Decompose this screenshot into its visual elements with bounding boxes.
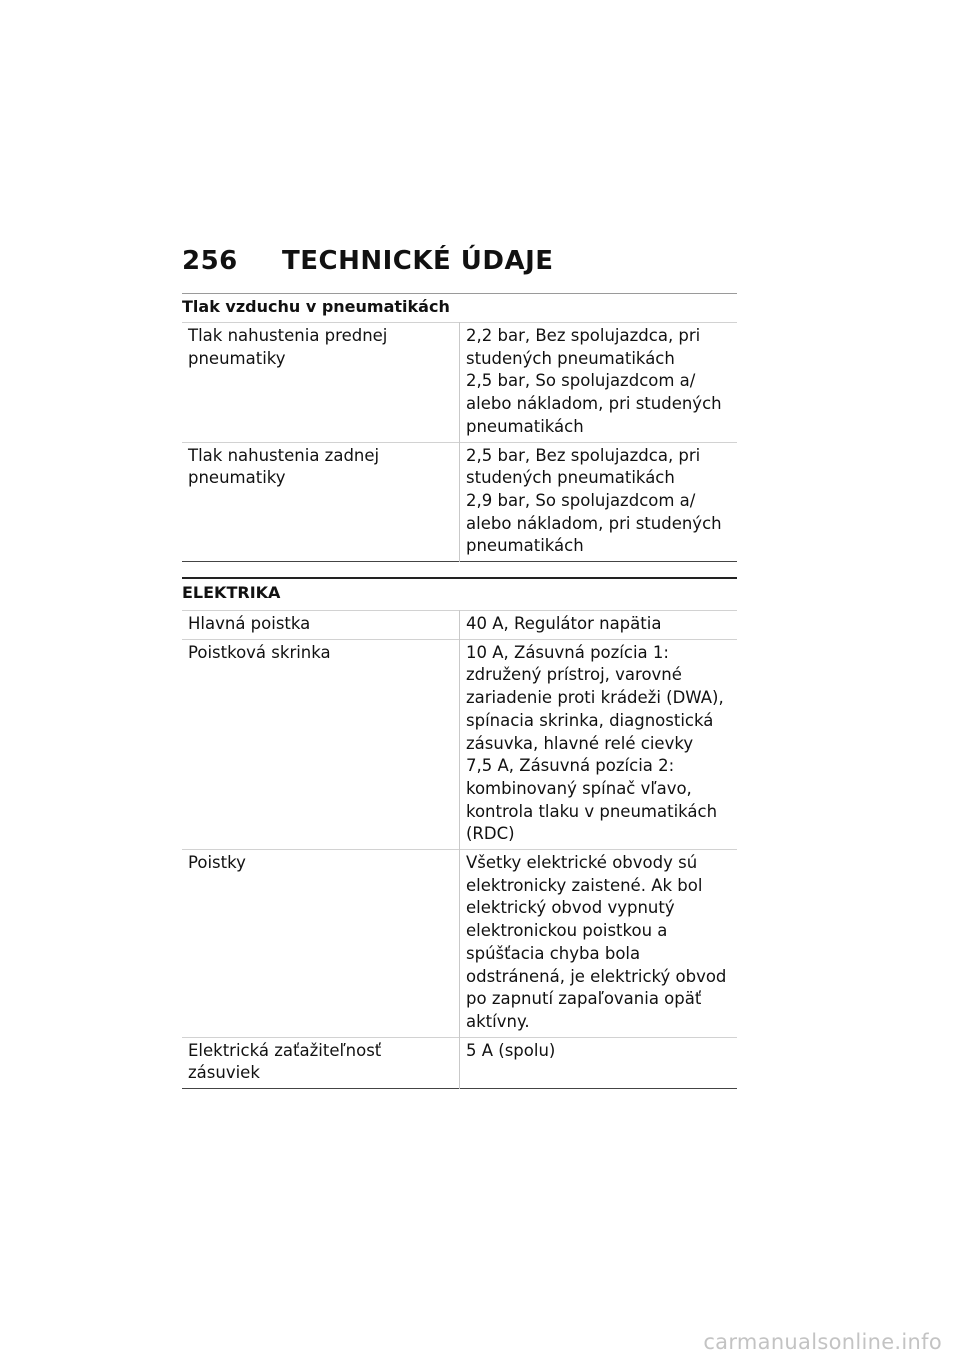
row-value	[460, 611, 738, 640]
page-number: 256	[182, 246, 238, 276]
value-line: 7,5 A, Zásuvná pozícia 2: kombinovaný spínač vľavo, kontrola tlaku v pneumatikách (RDC)	[466, 756, 718, 844]
table-row	[182, 639, 737, 849]
watermark: carmanualsonline.info	[703, 1330, 942, 1354]
value-line: 40 A, Regulátor napätia	[466, 614, 662, 634]
value-line: Všetky elektrické obvody sú elektronicky zaistené. Ak bol elektrický obvod vypnutý elektronickou poistkou a spúšťacia chyba bola odstránená, je elektrický obvod po zapnutí zapaľovania opäť aktívny.	[466, 853, 727, 1031]
value-line: 2,9 bar, So spolujazdcom a/ alebo nákladom, pri studených pneumatikách	[466, 490, 722, 556]
table-row	[182, 323, 737, 443]
row-value	[460, 639, 738, 849]
table-row	[182, 442, 737, 562]
row-label: Poistky	[182, 850, 460, 1038]
value-line: 2,2 bar, Bez spolujazdca, pri studených pneumatikách	[466, 326, 701, 368]
tire-pressure-title: Tlak vzduchu v pneumatikách	[182, 293, 737, 322]
value-line: 2,5 bar, So spolujazdcom a/ alebo nákladom, pri studených pneumatikách	[466, 371, 722, 436]
tire-pressure-table	[182, 322, 737, 562]
row-label: Hlavná poistka	[182, 611, 460, 640]
row-value	[460, 442, 738, 562]
row-label: Tlak nahustenia prednej pneumatiky	[182, 323, 460, 443]
page-title: TECHNICKÉ ÚDAJE	[282, 246, 554, 276]
row-value	[460, 1037, 738, 1088]
row-value	[460, 323, 738, 443]
row-label: Poistková skrinka	[182, 639, 460, 849]
row-label: Elektrická zaťažiteľnosť zásuviek	[182, 1037, 460, 1088]
electrics-title: ELEKTRIKA	[182, 577, 737, 610]
page-header	[182, 246, 554, 276]
value-line: 10 A, Zásuvná pozícia 1: združený prístroj, varovné zariadenie proti krádeži (DWA), spínacia skrinka, diagnostická zásuvka, hlavné relé cievky	[466, 642, 724, 753]
table-row	[182, 1037, 737, 1088]
row-label: Tlak nahustenia zadnej pneumatiky	[182, 442, 460, 562]
value-line: 5 A (spolu)	[466, 1040, 556, 1060]
table-row	[182, 850, 737, 1038]
content	[182, 293, 737, 1089]
value-line: 2,5 bar, Bez spolujazdca, pri studených pneumatikách	[466, 445, 701, 488]
table-row	[182, 611, 737, 640]
electrics-table	[182, 610, 737, 1089]
row-value	[460, 850, 738, 1038]
